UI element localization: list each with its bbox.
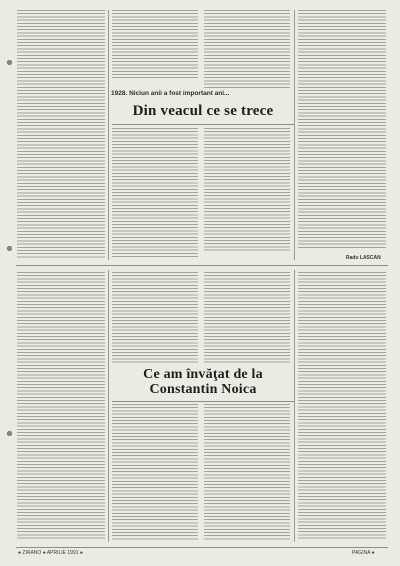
footer-rule (16, 547, 388, 548)
text-column (298, 10, 386, 250)
text-column (17, 10, 105, 258)
text-column (112, 404, 198, 540)
title-rule (112, 401, 294, 402)
article-title-bottom (110, 367, 296, 397)
column-separator (294, 10, 295, 260)
title-line: Ce am învăţat de la (143, 367, 263, 382)
text-column (204, 128, 290, 252)
text-column (204, 272, 290, 364)
section-separator (16, 265, 388, 266)
title-line: Constantin Noica (149, 382, 257, 397)
column-separator (108, 270, 109, 542)
column-separator (108, 10, 109, 260)
binding-hole (7, 246, 12, 251)
text-column (204, 10, 290, 90)
author-signature: Radu LASCAN (346, 255, 381, 261)
text-column (112, 10, 198, 80)
binding-hole (7, 431, 12, 436)
text-column (298, 272, 386, 540)
article-kicker: 1928. Niciun anii a fost important ani... (111, 90, 230, 97)
article-title: Din veacul ce se trece (132, 103, 274, 119)
text-column (112, 272, 198, 364)
text-column (112, 128, 198, 258)
text-column (204, 404, 290, 540)
footer-right: PAGINA ● (352, 550, 375, 556)
binding-hole (7, 60, 12, 65)
column-separator (294, 270, 295, 542)
text-column (17, 272, 105, 540)
footer-left: ● ZIRANO ● APRILIE 1991 ● (18, 550, 83, 556)
title-rule (112, 124, 294, 125)
